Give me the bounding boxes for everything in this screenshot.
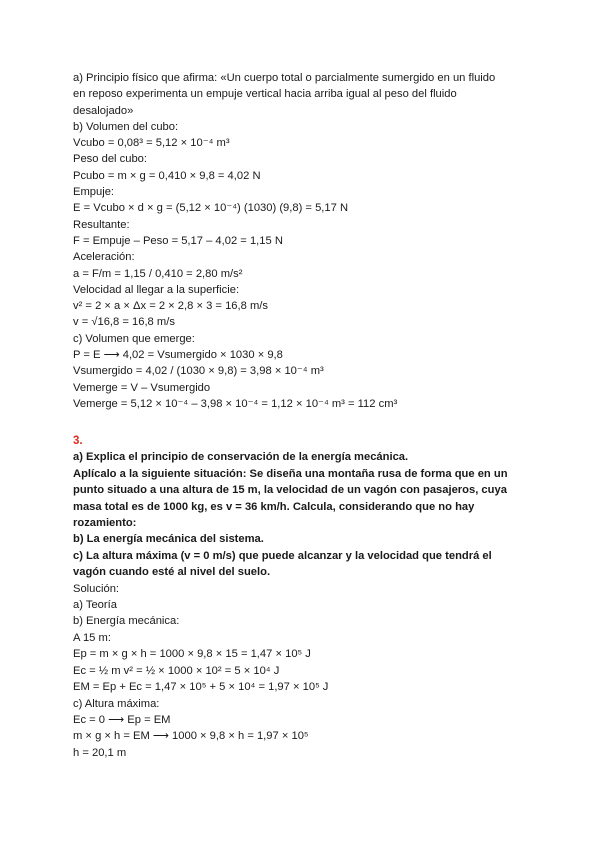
solution-heading: Solución:	[73, 582, 120, 595]
statement-line: a) Explica el principio de conservación de la energía mecánica.	[73, 451, 409, 464]
statement-line: punto situado a una altura de 15 m, la velocidad de un vagón con pasajeros, cuya	[73, 484, 507, 497]
text-line: b) Energía mecánica:	[73, 615, 180, 628]
statement-line: c) La altura máxima (v = 0 m/s) que puede alcanzar y la velocidad que tendrá el	[73, 549, 492, 562]
text-line: Empuje:	[73, 186, 115, 199]
equation-line: F = Empuje – Peso = 5,17 – 4,02 = 1,15 N	[73, 234, 283, 247]
equation-line: Ec = ½ m v² = ½ × 1000 × 10² = 5 × 10⁴ J	[73, 664, 280, 677]
text-line: a) Teoría	[73, 599, 117, 612]
equation-line: Vsumergido = 4,02 / (1030 × 9,8) = 3,98 × 10⁻⁴ m³	[73, 365, 324, 378]
equation-line: E = Vcubo × d × g = (5,12 × 10⁻⁴) (1030) (9,8) = 5,17 N	[73, 202, 349, 215]
equation-line: Pcubo = m × g = 0,410 × 9,8 = 4,02 N	[73, 169, 261, 182]
statement-line: b) La energía mecánica del sistema.	[73, 533, 264, 546]
statement-line: Aplícalo a la siguiente situación: Se diseña una montaña rusa de forma que en un	[73, 467, 508, 480]
equation-line: v² = 2 × a × Δx = 2 × 2,8 × 3 = 16,8 m/s	[73, 300, 268, 313]
statement-line: vagón cuando esté al nivel del suelo.	[73, 566, 271, 579]
text-line: a) Principio físico que afirma: «Un cuerpo total o parcialmente sumergido en un fluido	[73, 72, 496, 84]
text-line: Velocidad al llegar a la superficie:	[73, 283, 240, 296]
equation-line: P = E ⟶ 4,02 = Vsumergido × 1030 × 9,8	[73, 349, 283, 362]
text-line: Aceleración:	[73, 251, 135, 264]
statement-line: rozamiento:	[73, 517, 137, 530]
equation-line: EM = Ep + Ec = 1,47 × 10⁵ + 5 × 10⁴ = 1,97 × 10⁵ J	[73, 681, 329, 694]
text-line: en reposo experimenta un empuje vertical hacia arriba igual al peso del fluido	[73, 88, 457, 101]
equation-line: h = 20,1 m	[73, 746, 127, 759]
text-line: c) Volumen que emerge:	[73, 332, 195, 345]
equation-line: Ep = m × g × h = 1000 × 9,8 × 15 = 1,47 × 10⁵ J	[73, 648, 311, 661]
text-line: c) Altura máxima:	[73, 697, 160, 710]
equation-line: Vemerge = 5,12 × 10⁻⁴ – 3,98 × 10⁻⁴ = 1,12 × 10⁻⁴ m³ = 112 cm³	[73, 397, 398, 410]
equation-line: Vcubo = 0,08³ = 5,12 × 10⁻⁴ m³	[73, 137, 230, 150]
problem-3	[73, 433, 543, 761]
equation-line: v = √16,8 = 16,8 m/s	[73, 316, 175, 329]
text-line: Resultante:	[73, 218, 130, 231]
equation-line: Ec = 0 ⟶ Ep = EM	[73, 713, 171, 726]
problem-number: 3.	[73, 435, 83, 447]
problem-2-solution	[73, 70, 543, 412]
text-line: Peso del cubo:	[73, 153, 148, 166]
equation-line: Vemerge = V – Vsumergido	[73, 381, 211, 394]
equation-line: a = F/m = 1,15 / 0,410 = 2,80 m/s²	[73, 267, 243, 280]
text-line: desalojado»	[73, 104, 134, 117]
equation-line: m × g × h = EM ⟶ 1000 × 9,8 × h = 1,97 × 10⁵	[73, 730, 309, 743]
text-line: b) Volumen del cubo:	[73, 120, 179, 133]
statement-line: masa total es de 1000 kg, es v = 36 km/h. Calcula, considerando que no hay	[73, 500, 475, 513]
text-line: A 15 m:	[73, 631, 111, 644]
